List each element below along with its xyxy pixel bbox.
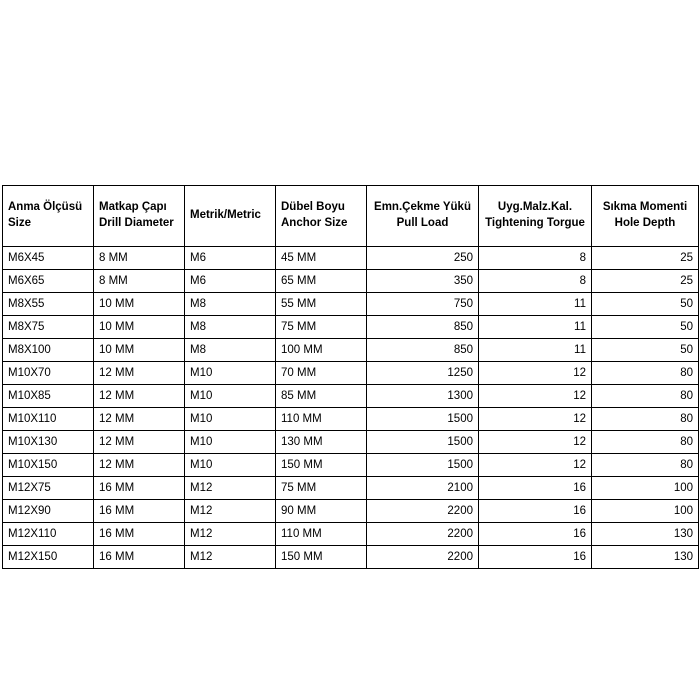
table-row: [3, 477, 699, 500]
cell-anchor-size: 45 MM: [276, 247, 367, 270]
cell-size: M8X55: [3, 293, 94, 316]
column-header-drill-diameter: [94, 186, 185, 247]
cell-anchor-size: 75 MM: [276, 316, 367, 339]
cell-tightening-torque: 12: [479, 454, 592, 477]
cell-hole-depth: 100: [592, 477, 699, 500]
column-header-hole-depth: [592, 186, 699, 247]
cell-size: M12X150: [3, 546, 94, 569]
cell-size: M10X70: [3, 362, 94, 385]
table-row: [3, 454, 699, 477]
cell-drill-diameter: 10 MM: [94, 339, 185, 362]
cell-tightening-torque: 8: [479, 247, 592, 270]
column-header-pull-load: [367, 186, 479, 247]
cell-drill-diameter: 10 MM: [94, 316, 185, 339]
column-header-pull-load-line2: Pull Load: [396, 217, 449, 229]
cell-tightening-torque: 12: [479, 362, 592, 385]
cell-drill-diameter: 12 MM: [94, 385, 185, 408]
cell-anchor-size: 150 MM: [276, 454, 367, 477]
table-row: [3, 546, 699, 569]
cell-metric: M10: [185, 362, 276, 385]
cell-tightening-torque: 16: [479, 500, 592, 523]
cell-drill-diameter: 16 MM: [94, 546, 185, 569]
cell-drill-diameter: 12 MM: [94, 431, 185, 454]
cell-size: M6X65: [3, 270, 94, 293]
cell-hole-depth: 130: [592, 523, 699, 546]
cell-pull-load: 2100: [367, 477, 479, 500]
cell-size: M8X75: [3, 316, 94, 339]
cell-size: M10X130: [3, 431, 94, 454]
table-row: [3, 247, 699, 270]
cell-tightening-torque: 8: [479, 270, 592, 293]
table-header: [3, 186, 699, 247]
cell-anchor-size: 85 MM: [276, 385, 367, 408]
cell-pull-load: 850: [367, 316, 479, 339]
cell-anchor-size: 75 MM: [276, 477, 367, 500]
cell-size: M10X150: [3, 454, 94, 477]
cell-hole-depth: 130: [592, 546, 699, 569]
cell-drill-diameter: 10 MM: [94, 293, 185, 316]
cell-anchor-size: 90 MM: [276, 500, 367, 523]
cell-pull-load: 750: [367, 293, 479, 316]
column-header-drill-diameter-line2: Drill Diameter: [99, 217, 174, 229]
column-header-size: [3, 186, 94, 247]
cell-size: M8X100: [3, 339, 94, 362]
cell-pull-load: 1500: [367, 454, 479, 477]
table-row: [3, 385, 699, 408]
cell-drill-diameter: 12 MM: [94, 454, 185, 477]
cell-tightening-torque: 16: [479, 477, 592, 500]
cell-size: M12X90: [3, 500, 94, 523]
cell-hole-depth: 80: [592, 431, 699, 454]
table-row: [3, 523, 699, 546]
cell-tightening-torque: 12: [479, 408, 592, 431]
cell-metric: M10: [185, 385, 276, 408]
table-row: [3, 500, 699, 523]
column-header-anchor-size: [276, 186, 367, 247]
cell-metric: M6: [185, 247, 276, 270]
cell-pull-load: 1250: [367, 362, 479, 385]
cell-anchor-size: 55 MM: [276, 293, 367, 316]
cell-anchor-size: 150 MM: [276, 546, 367, 569]
cell-metric: M8: [185, 293, 276, 316]
table-row: [3, 339, 699, 362]
column-header-tightening-torque-line2: Tightening Torgue: [485, 217, 585, 229]
cell-metric: M10: [185, 454, 276, 477]
column-header-tightening-torque-line1: Uyg.Malz.Kal.: [497, 201, 573, 214]
cell-pull-load: 1500: [367, 408, 479, 431]
cell-drill-diameter: 16 MM: [94, 500, 185, 523]
cell-size: M12X75: [3, 477, 94, 500]
cell-tightening-torque: 11: [479, 339, 592, 362]
cell-drill-diameter: 8 MM: [94, 247, 185, 270]
cell-pull-load: 2200: [367, 523, 479, 546]
table-row: [3, 431, 699, 454]
table-row: [3, 293, 699, 316]
cell-hole-depth: 80: [592, 362, 699, 385]
table-row: [3, 270, 699, 293]
cell-anchor-size: 100 MM: [276, 339, 367, 362]
cell-hole-depth: 50: [592, 339, 699, 362]
cell-pull-load: 1300: [367, 385, 479, 408]
cell-hole-depth: 25: [592, 247, 699, 270]
cell-anchor-size: 65 MM: [276, 270, 367, 293]
cell-hole-depth: 100: [592, 500, 699, 523]
cell-anchor-size: 130 MM: [276, 431, 367, 454]
cell-drill-diameter: 16 MM: [94, 477, 185, 500]
cell-drill-diameter: 12 MM: [94, 362, 185, 385]
column-header-hole-depth-line1: Sıkma Momenti: [602, 201, 688, 214]
table-row: [3, 316, 699, 339]
cell-hole-depth: 80: [592, 454, 699, 477]
cell-tightening-torque: 11: [479, 316, 592, 339]
cell-size: M10X85: [3, 385, 94, 408]
cell-size: M12X110: [3, 523, 94, 546]
cell-metric: M8: [185, 316, 276, 339]
column-header-drill-diameter-line1: Matkap Çapı: [99, 201, 167, 214]
cell-hole-depth: 25: [592, 270, 699, 293]
cell-hole-depth: 80: [592, 385, 699, 408]
cell-pull-load: 2200: [367, 546, 479, 569]
cell-tightening-torque: 11: [479, 293, 592, 316]
cell-drill-diameter: 12 MM: [94, 408, 185, 431]
table-row: [3, 362, 699, 385]
cell-pull-load: 250: [367, 247, 479, 270]
column-header-hole-depth-line2: Hole Depth: [614, 217, 676, 229]
cell-metric: M8: [185, 339, 276, 362]
cell-anchor-size: 70 MM: [276, 362, 367, 385]
column-header-anchor-size-line2: Anchor Size: [281, 217, 348, 229]
cell-anchor-size: 110 MM: [276, 523, 367, 546]
cell-metric: M10: [185, 431, 276, 454]
cell-hole-depth: 80: [592, 408, 699, 431]
cell-metric: M10: [185, 408, 276, 431]
column-header-anchor-size-line1: Dübel Boyu: [281, 201, 345, 214]
cell-metric: M12: [185, 523, 276, 546]
cell-anchor-size: 110 MM: [276, 408, 367, 431]
cell-drill-diameter: 16 MM: [94, 523, 185, 546]
cell-tightening-torque: 12: [479, 385, 592, 408]
column-header-size-line1: Anma Ölçüsü: [8, 201, 83, 214]
column-header-size-line2: Size: [8, 217, 32, 229]
cell-size: M6X45: [3, 247, 94, 270]
cell-metric: M12: [185, 477, 276, 500]
cell-size: M10X110: [3, 408, 94, 431]
column-header-metric-line1: Metrik/Metric: [190, 209, 261, 222]
cell-pull-load: 850: [367, 339, 479, 362]
spec-table: [2, 185, 699, 569]
cell-pull-load: 1500: [367, 431, 479, 454]
column-header-tightening-torque: [479, 186, 592, 247]
cell-hole-depth: 50: [592, 293, 699, 316]
table-row: [3, 408, 699, 431]
column-header-pull-load-line1: Emn.Çekme Yükü: [374, 201, 471, 214]
column-header-metric: [185, 186, 276, 247]
spec-table-container: [2, 185, 698, 569]
header-row: [3, 186, 699, 247]
cell-drill-diameter: 8 MM: [94, 270, 185, 293]
cell-metric: M6: [185, 270, 276, 293]
cell-tightening-torque: 12: [479, 431, 592, 454]
cell-pull-load: 2200: [367, 500, 479, 523]
cell-hole-depth: 50: [592, 316, 699, 339]
cell-tightening-torque: 16: [479, 523, 592, 546]
cell-pull-load: 350: [367, 270, 479, 293]
cell-metric: M12: [185, 546, 276, 569]
table-body: [3, 247, 699, 569]
cell-tightening-torque: 16: [479, 546, 592, 569]
cell-metric: M12: [185, 500, 276, 523]
